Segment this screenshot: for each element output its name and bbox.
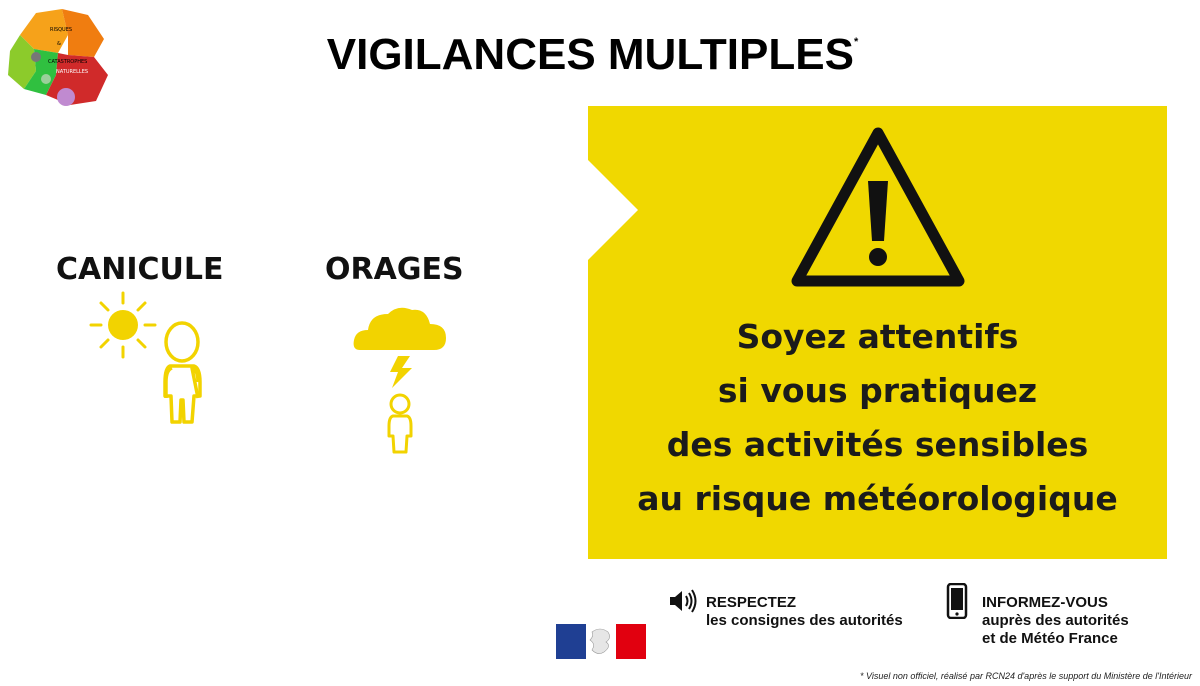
footnote: * Visuel non officiel, réalisé par RCN24 d'après le support du Ministère de l'Intérieur: [860, 671, 1192, 681]
panel-line-1: Soyez attentifs: [736, 317, 1019, 356]
panel-notch: [588, 160, 638, 260]
advice-informez-line-2: et de Météo France: [982, 630, 1118, 647]
warning-triangle-icon: [787, 123, 969, 289]
title-text: VIGILANCES MULTIPLES: [326, 30, 854, 79]
advice-respectez-line-1: les consignes des autorités: [706, 612, 903, 629]
advice-informez-vous: [982, 594, 1129, 648]
smartphone-icon: [946, 583, 968, 619]
hazard-label-orages: ORAGES: [325, 252, 464, 287]
panel-line-3: des activités sensibles: [666, 425, 1089, 464]
advice-respectez-title: RESPECTEZ: [706, 594, 797, 611]
advice-respectez: [706, 594, 903, 630]
logo-text-2: &: [57, 41, 61, 47]
panel-message: [588, 310, 1167, 526]
hazard-label-canicule: CANICULE: [56, 252, 224, 287]
title-asterisk: *: [853, 36, 859, 48]
speaker-icon: [668, 588, 698, 614]
republique-francaise-flag-icon: [556, 624, 646, 659]
panel-line-2: si vous pratiquez: [717, 371, 1038, 410]
storm-person-icon: [350, 300, 450, 460]
logo-text-1: RISQUES: [50, 27, 73, 33]
panel-line-4: au risque météorologique: [637, 479, 1118, 518]
page-title: [0, 30, 1185, 80]
advice-informez-title: INFORMEZ-VOUS: [982, 594, 1108, 611]
advice-informez-line-1: auprès des autorités: [982, 612, 1129, 629]
sun-person-icon: [86, 290, 211, 430]
logo-text-4: NATURELLES: [56, 69, 89, 75]
logo-text-3: CATASTROPHES: [48, 59, 88, 65]
